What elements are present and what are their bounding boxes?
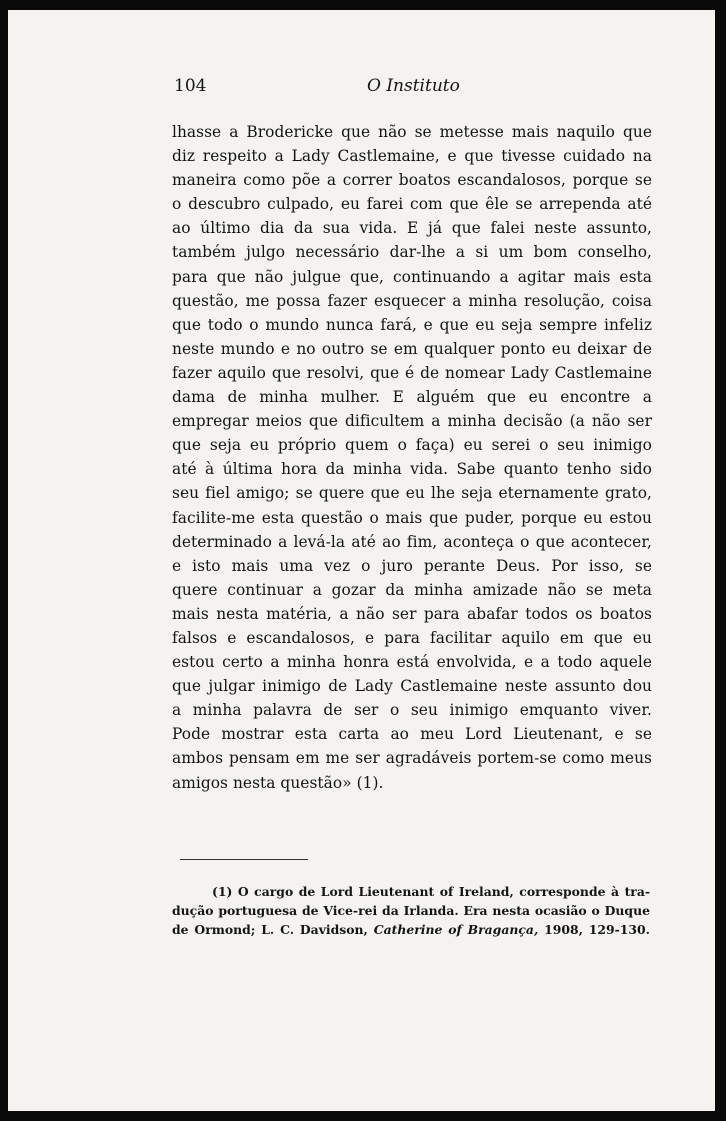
text-line: fazer aquilo que resolvi, que é de nomear Lady Castlemaine	[172, 363, 652, 382]
text-line: questão, me possa fazer esquecer a minha resolução, coisa	[172, 291, 652, 310]
text-line: mais nesta matéria, a não ser para abafar todos os boatos	[172, 604, 652, 623]
text-line: determinado a levá-la até ao fim, aconteça o que acontecer,	[172, 532, 652, 551]
footnote-line	[172, 920, 650, 939]
footnote	[172, 882, 650, 939]
text-line: diz respeito a Lady Castlemaine, e que tivesse cuidado na	[172, 147, 652, 166]
footnote-citation-pages: 1908, 129-130.	[538, 922, 650, 937]
text-line: lhasse a Brodericke que não se metesse mais naquilo que	[172, 123, 652, 141]
text-line: amigos nesta questão» (1).	[172, 773, 384, 792]
text-line: neste mundo e no outro se em qualquer ponto eu deixar de	[172, 339, 652, 358]
text-line: para que não julgue que, continuando a agitar mais esta	[172, 267, 652, 286]
text-line: ambos pensam em me ser agradáveis portem-se como meus	[172, 749, 652, 768]
text-line: e isto mais uma vez o juro perante Deus. Por isso, se	[172, 556, 652, 575]
running-title: O Instituto	[367, 76, 460, 96]
text-line: estou certo a minha honra está envolvida, e a todo aquele	[172, 653, 652, 672]
book-page	[8, 10, 715, 1111]
body-text	[172, 120, 652, 795]
footnote-line: (1) O cargo de Lord Lieutenant of Ireland, corresponde à tra-	[212, 884, 650, 899]
footnote-citation-author: de Ormond; L. C. Davidson,	[172, 922, 374, 937]
text-line: que julgar inimigo de Lady Castlemaine neste assunto dou	[172, 677, 652, 696]
footnote-divider	[180, 859, 308, 860]
text-line: quere continuar a gozar da minha amizade não se meta	[172, 580, 652, 599]
text-line: dama de minha mulher. E alguém que eu encontre a	[172, 388, 652, 407]
text-line: a minha palavra de ser o seu inimigo emquanto viver.	[172, 701, 652, 720]
text-line: Pode mostrar esta carta ao meu Lord Lieutenant, e se	[172, 725, 652, 744]
text-line: que seja eu próprio quem o faça) eu serei o seu inimigo	[172, 436, 652, 455]
text-line: o descubro culpado, eu farei com que êle se arrependa até	[172, 195, 652, 214]
text-line: facilite-me esta questão o mais que puder, porque eu estou	[172, 508, 652, 527]
footnote-book-title: Catherine of Bragança,	[373, 922, 539, 937]
text-line: empregar meios que dificultem a minha decisão (a não ser	[172, 412, 652, 431]
text-line: que todo o mundo nunca fará, e que eu seja sempre infeliz	[172, 315, 652, 334]
footnote-line: dução portuguesa de Vice-rei da Irlanda. Era nesta ocasião o Duque	[172, 903, 650, 918]
text-line: falsos e escandalosos, e para facilitar aquilo em que eu	[172, 628, 652, 647]
page-header	[172, 76, 654, 106]
text-line: também julgo necessário dar-lhe a si um bom conselho,	[172, 243, 652, 262]
text-line: seu fiel amigo; se quere que eu lhe seja eternamente grato,	[172, 484, 652, 503]
text-line: até à última hora da minha vida. Sabe quanto tenho sido	[172, 460, 652, 479]
page-number: 104	[174, 76, 207, 96]
text-line: ao último dia da sua vida. E já que falei neste assunto,	[172, 219, 652, 238]
text-line: maneira como põe a correr boatos escandalosos, porque se	[172, 171, 652, 190]
